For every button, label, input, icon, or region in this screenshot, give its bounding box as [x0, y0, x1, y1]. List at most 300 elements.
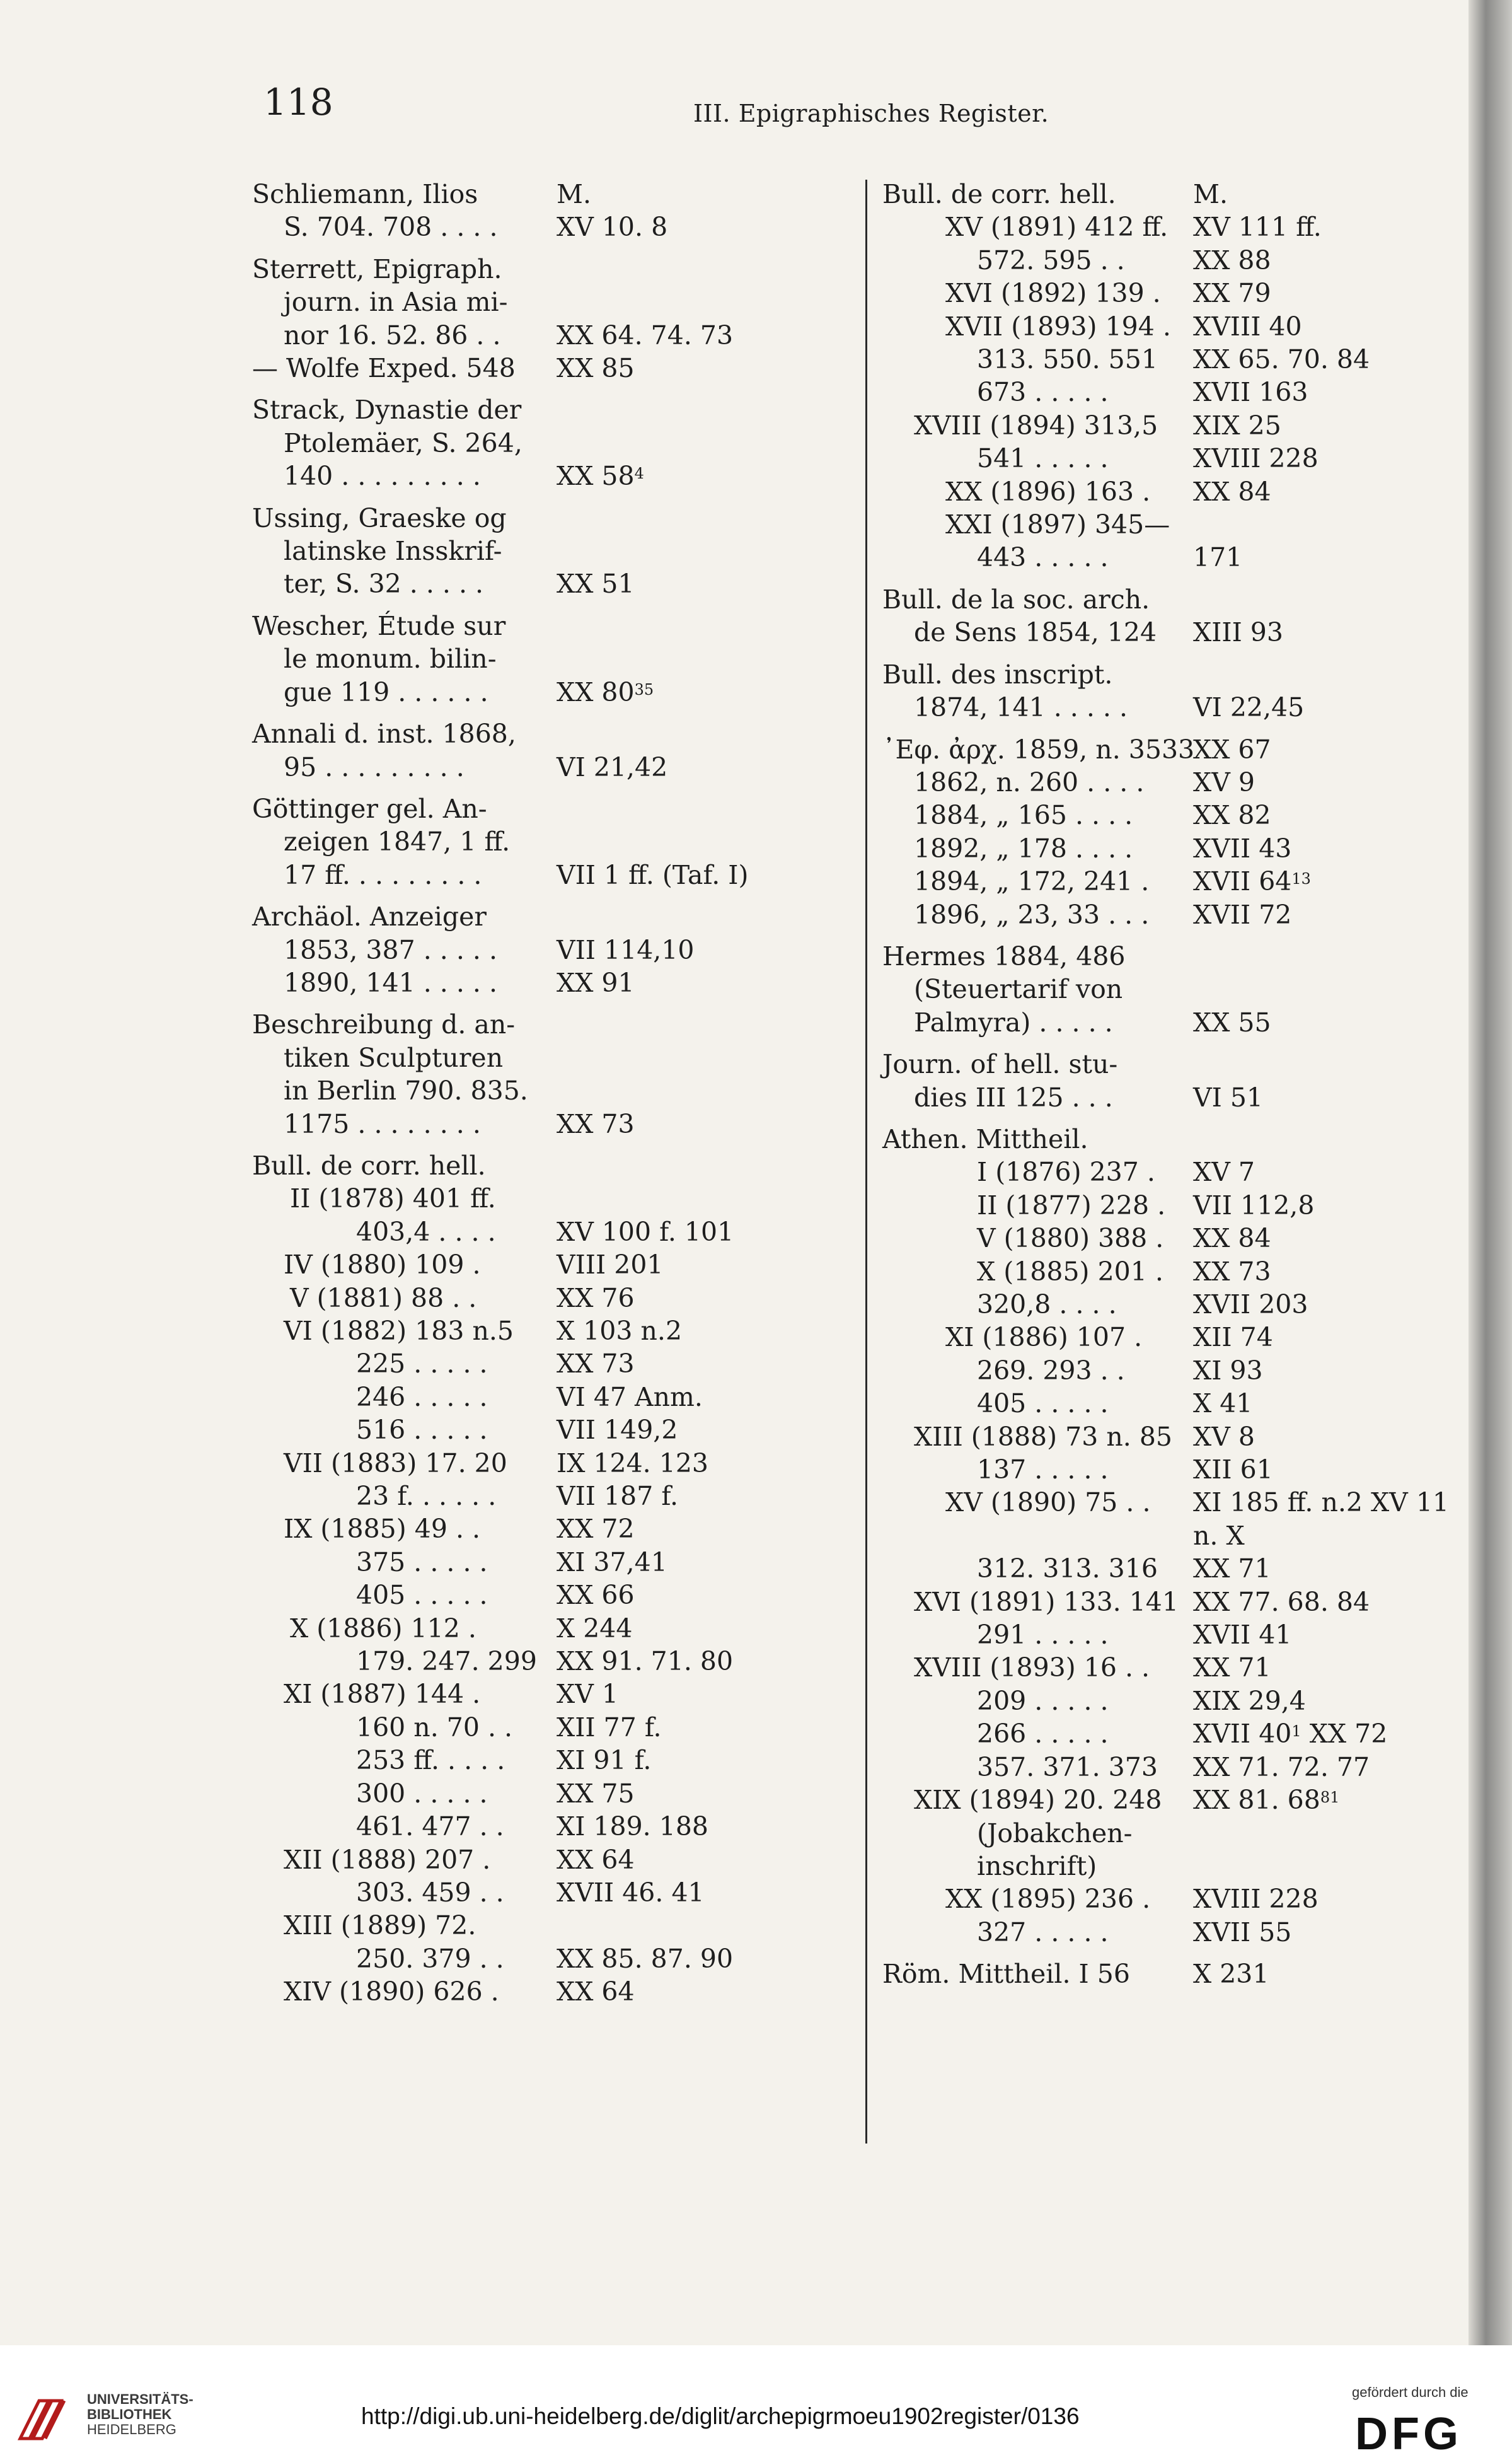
entry-source: XIV (1890) 626 .	[284, 1976, 499, 2007]
reference-text: XX 76	[557, 1282, 635, 1313]
index-entry	[252, 535, 819, 567]
reference-text: XII 77 f.	[557, 1712, 662, 1743]
entry-source: zeigen 1847, 1 ff.	[284, 827, 511, 857]
index-entry	[252, 1512, 819, 1545]
entry-reference	[1193, 310, 1302, 343]
entry-source: Journ. of hell. stu-	[882, 1049, 1118, 1080]
entry-source: 320,8 . . . .	[977, 1289, 1117, 1320]
entry-source: X (1886) 112 .	[290, 1613, 476, 1644]
entry-source: XVIII (1893) 16 . .	[914, 1652, 1150, 1683]
index-entry	[882, 766, 1469, 799]
index-entry	[882, 211, 1469, 243]
entry-source: Wescher, Étude sur	[252, 610, 506, 641]
index-entry	[252, 642, 819, 675]
entry-reference	[1193, 1288, 1308, 1321]
index-entry	[882, 1618, 1469, 1651]
reference-text: X 41	[1193, 1388, 1253, 1419]
permalink-url[interactable]: http://digi.ub.uni-heidelberg.de/diglit/archepigrmoeu1902register/0136	[361, 2403, 1080, 2429]
index-entry	[252, 1074, 819, 1107]
entry-source: Röm. Mittheil. I 56	[882, 1959, 1130, 1990]
entry-reference	[557, 1512, 635, 1545]
entry-reference	[557, 1810, 708, 1843]
entry-source: XI (1887) 144 .	[284, 1679, 481, 1710]
entry-source: 357. 371. 373	[977, 1751, 1158, 1782]
reference-text: XVII 163	[1193, 377, 1308, 408]
entry-source: V (1880) 388 .	[977, 1223, 1164, 1254]
entry-reference	[1193, 616, 1283, 649]
reference-text: XV 111 ff.	[1193, 212, 1322, 243]
entry-source: XX (1895) 236 .	[945, 1884, 1151, 1915]
reference-text: XV 9	[1193, 767, 1255, 798]
index-entry	[252, 1678, 819, 1710]
entry-reference	[557, 1546, 667, 1579]
entry-source: XII (1888) 207 .	[284, 1844, 491, 1875]
entry-reference	[1193, 1189, 1314, 1222]
index-entry	[882, 1717, 1469, 1750]
index-entry	[252, 502, 819, 535]
entry-source: gue 119 . . . . . .	[284, 676, 488, 707]
reference-text: X 231	[1193, 1959, 1269, 1990]
entry-reference	[1193, 178, 1228, 211]
reference-text: XV 7	[1193, 1157, 1255, 1188]
index-entry	[252, 1777, 819, 1810]
index-entry	[252, 178, 819, 211]
index-entry	[252, 567, 819, 600]
index-entry	[882, 1420, 1469, 1453]
reference-text: M.	[1193, 179, 1228, 209]
entry-source: Hermes 1884, 486	[882, 941, 1126, 972]
entry-reference	[557, 1413, 678, 1446]
entry-reference	[557, 211, 667, 243]
entry-source: Bull. de la soc. arch.	[882, 584, 1150, 615]
library-name-line1: UNIVERSITÄTS-	[87, 2391, 193, 2407]
reference-text: VII 114,10	[557, 934, 695, 965]
right-index-column	[882, 178, 1469, 1991]
index-entry	[882, 691, 1469, 724]
entry-reference	[557, 1678, 618, 1710]
university-library-name	[87, 2392, 193, 2437]
entry-source: Göttinger gel. An-	[252, 793, 487, 824]
index-entry	[882, 1751, 1469, 1784]
column-divider	[865, 180, 867, 2144]
entry-source: II (1877) 228 .	[977, 1190, 1166, 1221]
reference-text: XX 65. 70. 84	[1193, 344, 1370, 375]
entry-source: Sterrett, Epigraph.	[252, 253, 502, 284]
index-entry	[882, 1453, 1469, 1486]
reference-text: VI 47 Anm.	[557, 1381, 703, 1412]
running-head: III. Epigraphisches Register.	[693, 100, 1049, 127]
entry-source: 17 ff. . . . . . . . .	[284, 859, 482, 890]
entry-source: 1892, „ 178 . . . .	[914, 833, 1133, 864]
reference-text: XX 82	[1193, 800, 1271, 831]
reference-text: XIX 29,4	[1193, 1685, 1306, 1716]
reference-text: XX 81. 68	[1193, 1785, 1320, 1816]
entry-source: 327 . . . . .	[977, 1917, 1109, 1947]
index-entry	[882, 1651, 1469, 1684]
entry-reference	[1193, 1255, 1271, 1288]
index-entry	[882, 409, 1469, 442]
reference-text: 171	[1193, 542, 1243, 573]
reference-superscript: 1	[1291, 1722, 1301, 1741]
entry-reference	[1193, 898, 1291, 931]
entry-reference	[1193, 1081, 1263, 1114]
funding-label: gefördert durch die	[1352, 2384, 1469, 2400]
index-entry	[252, 1381, 819, 1413]
reference-text: XX 91. 71. 80	[557, 1646, 734, 1677]
entry-source: — Wolfe Exped. 548	[252, 353, 516, 384]
entry-source: 253 ff. . . . .	[356, 1745, 505, 1776]
reference-text: XX 85. 87. 90	[557, 1943, 734, 1974]
reference-text: XVIII 228	[1193, 443, 1319, 474]
entry-reference	[1193, 343, 1370, 376]
index-entry	[882, 1784, 1469, 1816]
index-entry	[252, 253, 819, 286]
reference-text: XX 73	[557, 1108, 635, 1139]
entry-source: XX (1896) 163 .	[945, 476, 1151, 507]
index-entry	[252, 825, 819, 858]
index-entry	[252, 1546, 819, 1579]
reference-text: M.	[557, 179, 592, 209]
index-entry	[882, 799, 1469, 832]
reference-text: XVII 203	[1193, 1289, 1308, 1320]
entry-source: in Berlin 790. 835.	[284, 1076, 528, 1106]
entry-reference	[557, 1711, 662, 1744]
entry-reference	[1193, 733, 1271, 766]
entry-reference	[1193, 475, 1271, 508]
index-entry	[882, 733, 1469, 766]
index-entry	[252, 1347, 819, 1380]
entry-source: 572. 595 . .	[977, 245, 1125, 276]
reference-text: XVII 43	[1193, 833, 1292, 864]
entry-reference	[1193, 1222, 1271, 1255]
index-entry	[882, 1387, 1469, 1420]
index-entry	[252, 1612, 819, 1645]
reference-text: XII 61	[1193, 1454, 1273, 1485]
index-entry	[252, 1975, 819, 2008]
reference-text: XVIII 228	[1193, 1884, 1319, 1915]
entry-reference	[557, 567, 635, 600]
index-entry	[252, 1843, 819, 1876]
index-entry	[882, 277, 1469, 310]
entry-source: 443 . . . . .	[977, 542, 1109, 573]
entry-source: 209 . . . . .	[977, 1685, 1109, 1716]
entry-reference	[1193, 1751, 1370, 1784]
reference-superscript: 4	[634, 465, 644, 483]
entry-source: 23 f. . . . . .	[356, 1481, 497, 1512]
index-entry	[252, 1480, 819, 1512]
library-name-line2: BIBLIOTHEK	[87, 2406, 172, 2422]
index-entry	[252, 717, 819, 750]
index-entry	[882, 832, 1469, 865]
entry-source: 303. 459 . .	[356, 1877, 504, 1908]
index-entry	[882, 1916, 1469, 1949]
index-entry	[882, 940, 1469, 973]
entry-reference	[557, 1579, 635, 1611]
reference-text: VII 1 ff. (Taf. I)	[557, 859, 749, 890]
index-entry	[882, 442, 1469, 475]
index-entry	[252, 676, 819, 709]
entry-reference	[1193, 691, 1304, 724]
entry-reference	[1193, 1552, 1271, 1585]
entry-reference	[1193, 1453, 1273, 1486]
entry-source: de Sens 1854, 124	[914, 617, 1157, 648]
page-number: 118	[263, 81, 333, 124]
reference-text: XX 72	[557, 1514, 635, 1545]
index-entry	[252, 1579, 819, 1611]
reference-text: XX 51	[557, 569, 635, 600]
reference-text: XX 80	[557, 676, 635, 707]
entry-reference	[1193, 541, 1242, 574]
entry-reference	[557, 460, 644, 492]
entry-source: 403,4 . . . .	[356, 1216, 496, 1247]
entry-reference	[1193, 1618, 1291, 1651]
reference-superscript: 13	[1291, 870, 1311, 888]
index-entry	[882, 475, 1469, 508]
reference-text-extra: XX 72	[1301, 1719, 1388, 1749]
entry-source: XVI (1891) 133. 141	[914, 1586, 1179, 1617]
index-entry	[882, 1006, 1469, 1039]
entry-source: 516 . . . . .	[356, 1415, 488, 1446]
entry-reference	[1193, 244, 1271, 277]
reference-text: XX 64	[557, 1844, 635, 1875]
entry-source: 1874, 141 . . . . .	[914, 692, 1128, 723]
index-entry	[882, 343, 1469, 376]
library-name-line3: HEIDELBERG	[87, 2422, 176, 2437]
entry-source: XIX (1894) 20. 248	[914, 1785, 1162, 1816]
entry-reference	[557, 319, 733, 352]
index-entry	[252, 792, 819, 825]
reference-text: XX 75	[557, 1778, 635, 1809]
entry-source: XV (1890) 75 . .	[945, 1487, 1151, 1518]
index-entry	[882, 1156, 1469, 1188]
reference-text: XX 55	[1193, 1007, 1271, 1038]
index-entry	[882, 376, 1469, 409]
entry-source: 375 . . . . .	[356, 1546, 488, 1577]
index-entry	[882, 1321, 1469, 1354]
entry-reference	[557, 1942, 733, 1975]
entry-source: 137 . . . . .	[977, 1454, 1109, 1485]
reference-text: XX 77. 68. 84	[1193, 1586, 1370, 1617]
entry-source: IX (1885) 49 . .	[284, 1514, 481, 1545]
index-entry	[252, 1711, 819, 1744]
entry-source: (Steuertarif von	[914, 974, 1123, 1005]
index-entry	[882, 865, 1469, 898]
entry-reference	[557, 1975, 635, 2008]
entry-source: XIII (1889) 72.	[284, 1910, 476, 1941]
entry-reference	[557, 1612, 632, 1645]
reference-text: VI 21,42	[557, 751, 668, 782]
entry-source: ᾿Εφ. ἀρχ. 1859, n. 3533	[882, 734, 1195, 765]
index-entry	[252, 1182, 819, 1215]
entry-source: inschrift)	[977, 1850, 1097, 1881]
entry-reference	[1193, 865, 1311, 898]
reference-superscript: 35	[634, 680, 654, 699]
entry-reference	[1193, 1958, 1269, 1990]
entry-reference	[1193, 1717, 1387, 1750]
reference-text: XVIII 40	[1193, 311, 1302, 342]
index-entry	[252, 352, 819, 385]
entry-source: XVIII (1894) 313,5	[914, 410, 1158, 441]
reference-text: XI 189. 188	[557, 1811, 708, 1842]
entry-reference	[1193, 1321, 1273, 1354]
entry-source: 269. 293 . .	[977, 1355, 1125, 1386]
index-entry	[252, 751, 819, 784]
reference-text: XV 8	[1193, 1421, 1255, 1452]
entry-source: 160 n. 70 . .	[356, 1712, 513, 1743]
entry-reference	[1193, 1685, 1306, 1717]
reference-text: XI 185 ff. n.2 XV 11	[1193, 1487, 1449, 1518]
reference-superscript: 81	[1320, 1789, 1340, 1807]
entry-reference	[557, 1876, 705, 1909]
entry-source: Bull. de corr. hell.	[252, 1150, 486, 1181]
entry-reference	[1193, 1916, 1291, 1949]
reference-text: XVII 64	[1193, 866, 1292, 897]
entry-reference	[557, 1381, 703, 1413]
reference-text: XX 58	[557, 461, 635, 492]
index-entry	[252, 1447, 819, 1480]
entry-reference	[557, 178, 591, 211]
entry-reference	[557, 1108, 635, 1140]
entry-source: 1884, „ 165 . . . .	[914, 800, 1133, 831]
index-entry	[252, 859, 819, 891]
reference-text: XX 71	[1193, 1652, 1271, 1683]
entry-reference	[1193, 766, 1255, 799]
reference-text: XV 1	[557, 1679, 618, 1710]
reference-text: VI 51	[1193, 1082, 1264, 1113]
reference-text: XX 64	[557, 1976, 635, 2007]
reference-text: XX 73	[557, 1349, 635, 1379]
reference-text: XX 84	[1193, 476, 1271, 507]
entry-source: tiken Sculpturen	[284, 1042, 504, 1073]
entry-source: ter, S. 32 . . . . .	[284, 569, 484, 600]
entry-reference	[1193, 1519, 1245, 1552]
entry-source: V (1881) 88 . .	[290, 1282, 477, 1313]
entry-source: Palmyra) . . . . .	[914, 1007, 1113, 1038]
entry-source: nor 16. 52. 86 . .	[284, 320, 501, 351]
entry-source: 246 . . . . .	[356, 1381, 488, 1412]
reference-text: VIII 201	[557, 1250, 664, 1280]
entry-source: 291 . . . . .	[977, 1620, 1109, 1651]
entry-reference	[557, 1777, 635, 1810]
reference-text: VI 22,45	[1193, 692, 1305, 723]
index-entry	[252, 211, 819, 243]
index-entry	[252, 1041, 819, 1074]
entry-source: XXI (1897) 345—	[945, 509, 1170, 540]
reference-text: VII 149,2	[557, 1415, 678, 1446]
entry-reference	[557, 1645, 733, 1678]
index-entry	[882, 1081, 1469, 1114]
reference-text: XI 91 f.	[557, 1745, 652, 1776]
entry-source: le monum. bilin-	[284, 644, 497, 675]
left-index-column	[252, 178, 819, 2009]
entry-reference	[557, 859, 748, 891]
entry-source: 1896, „ 23, 33 . . .	[914, 899, 1150, 930]
entry-source: latinske Insskrif-	[284, 536, 502, 567]
entry-reference	[557, 1347, 635, 1380]
entry-source: X (1885) 201 .	[977, 1256, 1163, 1287]
reference-text: XI 93	[1193, 1355, 1263, 1386]
reference-text: XX 84	[1193, 1223, 1271, 1254]
reference-text: XVII 40	[1193, 1719, 1292, 1749]
entry-source: 1862, n. 260 . . . .	[914, 767, 1145, 798]
reference-text: XX 71. 72. 77	[1193, 1751, 1370, 1782]
entry-source: XIII (1888) 73 n. 85	[914, 1421, 1173, 1452]
entry-reference	[1193, 376, 1308, 409]
entry-source: Athen. Mittheil.	[882, 1123, 1088, 1154]
index-entry	[882, 1354, 1469, 1387]
index-entry	[882, 1817, 1469, 1850]
reference-text: IX 124. 123	[557, 1448, 708, 1478]
reference-text: XX 88	[1193, 245, 1271, 276]
entry-source: 266 . . . . .	[977, 1719, 1109, 1749]
index-entry	[252, 1282, 819, 1314]
index-entry	[252, 427, 819, 460]
index-entry	[882, 1255, 1469, 1288]
index-entry	[882, 1123, 1469, 1156]
dfg-logo: DFG	[1355, 2409, 1462, 2459]
index-entry	[252, 1942, 819, 1975]
reference-text: XX 91	[557, 967, 635, 998]
entry-source: 225 . . . . .	[356, 1349, 488, 1379]
entry-reference	[557, 1843, 635, 1876]
entry-reference	[557, 676, 654, 709]
index-entry	[882, 1850, 1469, 1883]
index-entry	[252, 1810, 819, 1843]
entry-source: XVI (1892) 139 .	[945, 278, 1161, 309]
reference-text: XV 100 f. 101	[557, 1216, 734, 1247]
index-entry	[252, 1744, 819, 1777]
entry-reference	[557, 1282, 635, 1314]
entry-source: Ussing, Graeske og	[252, 502, 507, 533]
index-entry	[252, 286, 819, 318]
entry-reference	[1193, 1420, 1255, 1453]
entry-reference	[1193, 1006, 1271, 1039]
reference-text: X 103 n.2	[557, 1316, 683, 1346]
index-entry	[882, 1958, 1469, 1990]
entry-source: 405 . . . . .	[977, 1388, 1109, 1419]
reference-text: XX 67	[1193, 734, 1271, 765]
index-entry	[252, 1413, 819, 1446]
entry-source: S. 704. 708 . . . .	[284, 212, 498, 243]
index-entry	[252, 1215, 819, 1248]
entry-reference	[557, 1215, 734, 1248]
index-entry	[882, 1189, 1469, 1222]
index-entry	[882, 898, 1469, 931]
entry-reference	[557, 352, 635, 385]
index-entry	[252, 1314, 819, 1347]
index-entry	[252, 1008, 819, 1041]
entry-source: 405 . . . . .	[356, 1580, 488, 1611]
entry-source: Annali d. inst. 1868,	[252, 719, 516, 750]
entry-reference	[557, 1447, 708, 1480]
entry-source: II (1878) 401 ff.	[290, 1183, 496, 1214]
entry-source: 313. 550. 551	[977, 344, 1158, 375]
index-entry	[252, 1248, 819, 1281]
entry-reference	[557, 1314, 682, 1347]
index-entry	[252, 393, 819, 426]
entry-source: 673 . . . . .	[977, 377, 1109, 408]
entry-reference	[1193, 1486, 1449, 1519]
reference-text: XX 85	[557, 353, 635, 384]
index-entry	[882, 1685, 1469, 1717]
entry-source: 140 . . . . . . . . .	[284, 461, 481, 492]
entry-reference	[1193, 832, 1291, 865]
index-entry	[882, 310, 1469, 343]
reference-text: VII 187 f.	[557, 1481, 679, 1512]
entry-source: XI (1886) 107 .	[945, 1322, 1143, 1353]
entry-source: Ptolemäer, S. 264,	[284, 427, 522, 458]
entry-reference	[1193, 1354, 1263, 1387]
